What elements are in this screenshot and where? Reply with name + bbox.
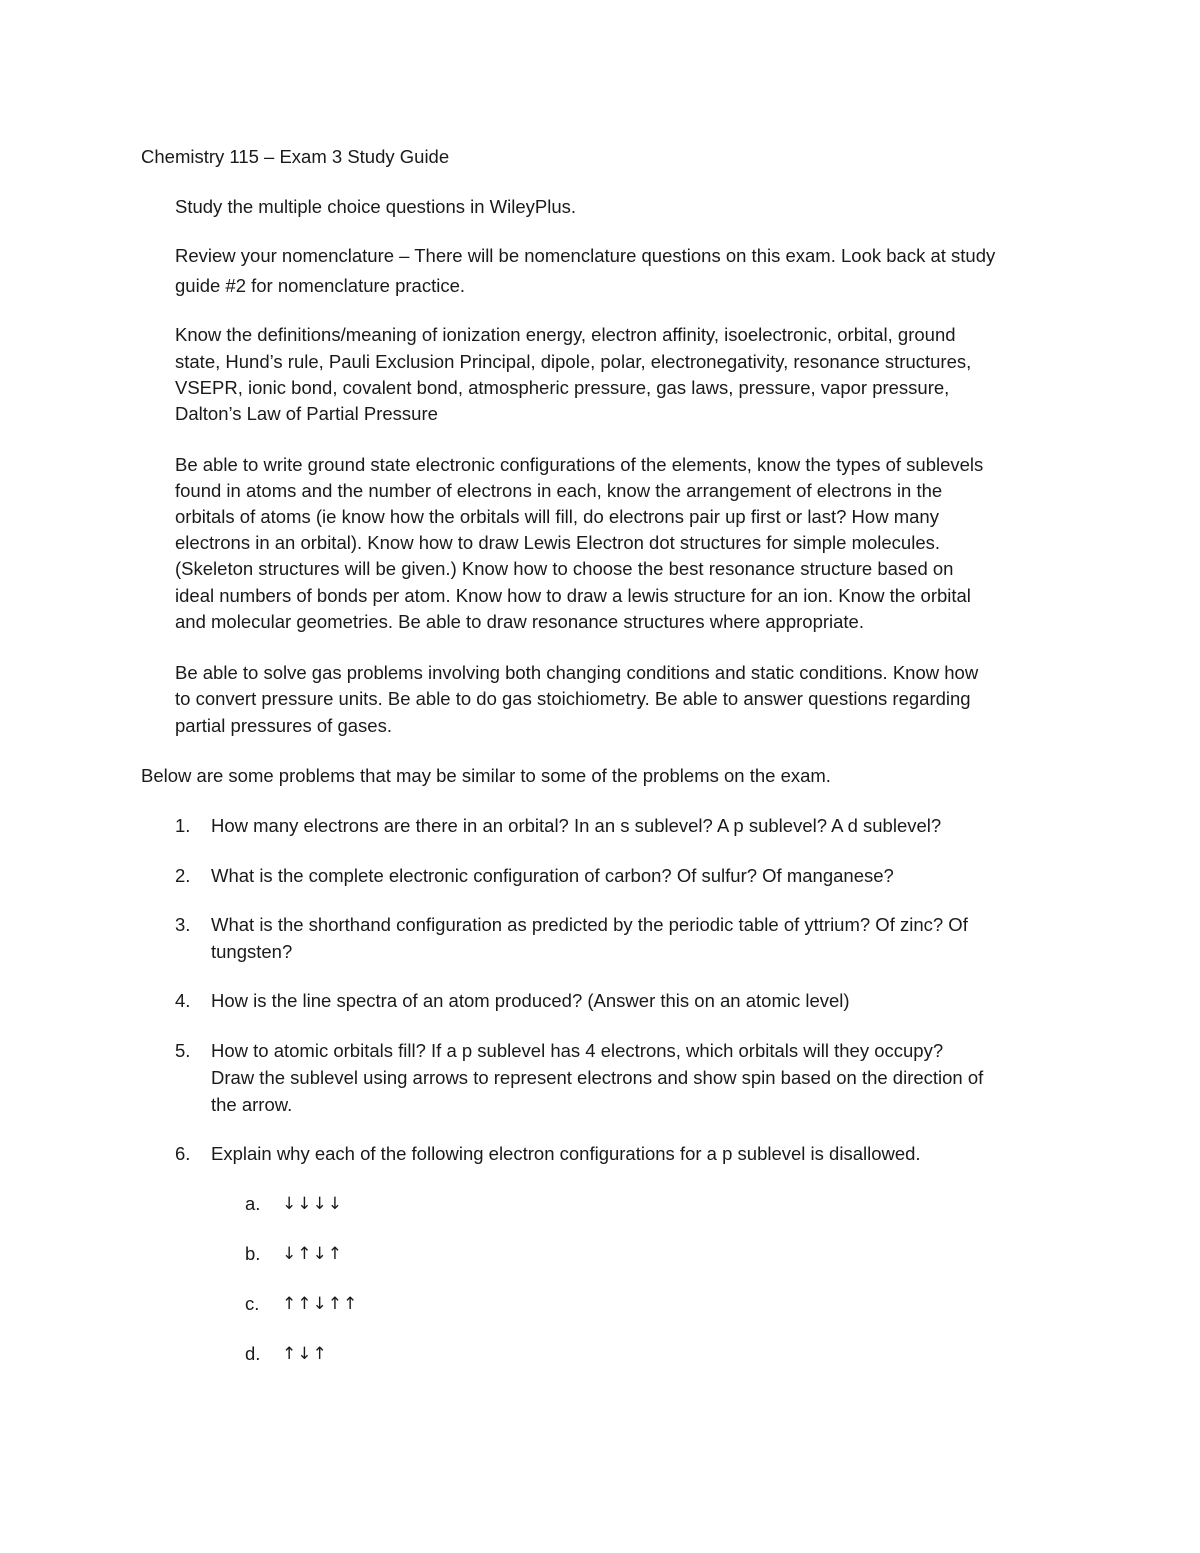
subitem-label: b.	[245, 1243, 261, 1264]
question-text: Explain why each of the following electron configurations for a p sublevel is disallowed.	[211, 1143, 921, 1164]
subitem-label: c.	[245, 1293, 260, 1314]
question-text: How to atomic orbitals fill? If a p sublevel has 4 electrons, which orbitals will they occupy?	[211, 1040, 944, 1061]
paragraph-definitions-line-2: state, Hund’s rule, Pauli Exclusion Principal, dipole, polar, electronegativity, resonance structures,	[175, 351, 972, 372]
question-number: 5.	[175, 1040, 191, 1061]
question-text: Draw the sublevel using arrows to represent electrons and show spin based on the direction of	[211, 1067, 984, 1088]
question-text: How is the line spectra of an atom produced? (Answer this on an atomic level)	[211, 990, 850, 1011]
paragraph-definitions-line-3: VSEPR, ionic bond, covalent bond, atmospheric pressure, gas laws, pressure, vapor pressure,	[175, 377, 950, 398]
question-number: 3.	[175, 914, 191, 935]
paragraph-gas-line-1: Be able to solve gas problems involving both changing conditions and static conditions. Know how	[175, 662, 979, 683]
question-text: How many electrons are there in an orbital? In an s sublevel? A p sublevel? A d sublevel?	[211, 815, 942, 836]
paragraph-configurations-line-7: and molecular geometries. Be able to draw resonance structures where appropriate.	[175, 611, 864, 632]
question-number: 2.	[175, 865, 191, 886]
question-text: the arrow.	[211, 1094, 293, 1115]
page-title: Chemistry 115 – Exam 3 Study Guide	[141, 146, 450, 167]
paragraph-nomenclature-line-1: Review your nomenclature – There will be nomenclature questions on this exam. Look back at study	[175, 245, 996, 266]
subitem-arrows: ↑↑↓↑↑	[282, 1294, 359, 1314]
question-text: What is the shorthand configuration as predicted by the periodic table of yttrium? Of zinc? Of	[211, 914, 968, 935]
subitem-label: a.	[245, 1193, 261, 1214]
paragraph-definitions-line-4: Dalton’s Law of Partial Pressure	[175, 403, 438, 424]
paragraph-gas-line-3: partial pressures of gases.	[175, 715, 392, 736]
problems-intro: Below are some problems that may be similar to some of the problems on the exam.	[141, 765, 831, 786]
paragraph-configurations-line-5: (Skeleton structures will be given.) Know how to choose the best resonance structure based on	[175, 558, 954, 579]
paragraph-nomenclature-line-2: guide #2 for nomenclature practice.	[175, 275, 466, 296]
paragraph-definitions-line-1: Know the definitions/meaning of ionization energy, electron affinity, isoelectronic, orbital, ground	[175, 324, 956, 345]
paragraph-configurations-line-1: Be able to write ground state electronic configurations of the elements, know the types of sublevels	[175, 454, 984, 475]
paragraph-configurations-line-3: orbitals of atoms (ie know how the orbitals will fill, do electrons pair up first or last? How many	[175, 506, 939, 527]
subitem-arrows: ↑↓↑	[282, 1344, 328, 1364]
question-text: What is the complete electronic configuration of carbon? Of sulfur? Of manganese?	[211, 865, 894, 886]
paragraph-wileyplus: Study the multiple choice questions in WileyPlus.	[175, 196, 577, 217]
question-text: tungsten?	[211, 941, 293, 962]
paragraph-gas-line-2: to convert pressure units. Be able to do gas stoichiometry. Be able to answer questions regarding	[175, 688, 971, 709]
paragraph-configurations-line-2: found in atoms and the number of electrons in each, know the arrangement of electrons in the	[175, 480, 943, 501]
subitem-label: d.	[245, 1343, 261, 1364]
question-number: 6.	[175, 1143, 191, 1164]
subitem-arrows: ↓↓↓↓	[282, 1194, 343, 1214]
question-number: 1.	[175, 815, 191, 836]
subitem-arrows: ↓↑↓↑	[282, 1244, 343, 1264]
paragraph-configurations-line-6: ideal numbers of bonds per atom. Know how to draw a lewis structure for an ion. Know the orbital	[175, 585, 971, 606]
question-number: 4.	[175, 990, 191, 1011]
paragraph-configurations-line-4: electrons in an orbital). Know how to draw Lewis Electron dot structures for simple molecules.	[175, 532, 941, 553]
